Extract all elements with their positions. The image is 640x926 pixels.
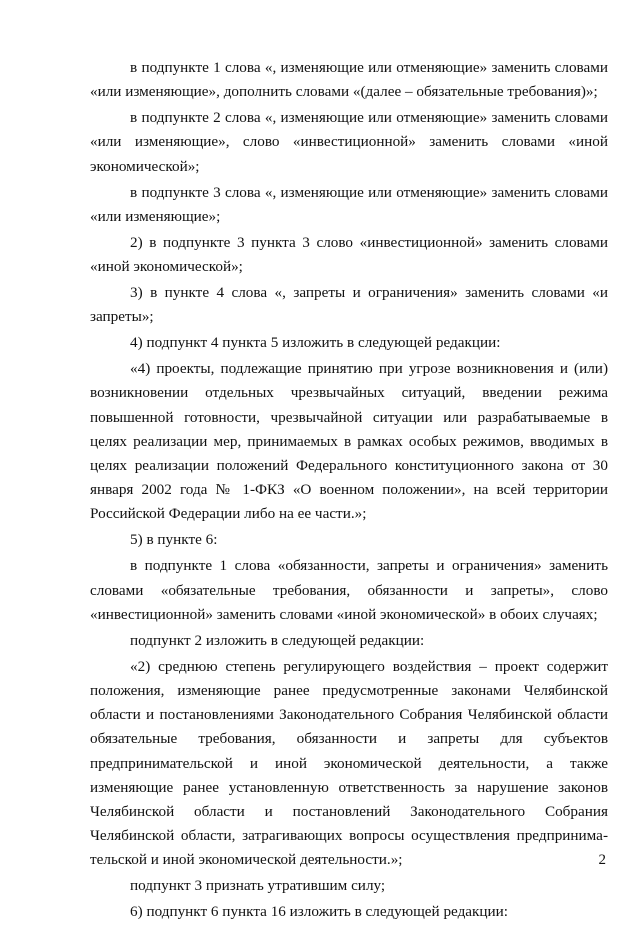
paragraph-3: в подпункте 3 слова «, изменяющие или отменяющие» заменить словами «или изменяющие»; — [90, 183, 608, 225]
paragraph-1: в подпункте 1 слова «, изменяющие или отменяющие» заменить словами «или изменяющие», дополнить словами «(далее – обязательные требования)»; — [90, 59, 608, 101]
paragraph-5: 3) в пункте 4 слова «, запреты и ограничения» заменить словами «и запреты»; — [90, 284, 608, 326]
paragraph-13: 6) подпункт 6 пункта 16 изложить в следующей редакции: — [130, 903, 509, 921]
paragraph-2: в подпункте 2 слова «, изменяющие или отменяющие» заменить словами «или изменяющие», слово «инвестиционной» заменить словами «иной экономической»; — [90, 109, 608, 175]
paragraph-8: 5) в пункте 6: — [130, 531, 218, 549]
paragraph-12: подпункт 3 признать утратившим силу; — [130, 877, 386, 895]
paragraph-9: в подпункте 1 слова «обязанности, запреты и ограничения» заменить словами «обязательные требования, обязанности и запреты», слово «инвестиционной» заменить словами «иной экономической» в обоих случаях; — [90, 557, 608, 623]
paragraph-4: 2) в подпункте 3 пункта 3 слово «инвестиционной» заменить словами «иной экономической»; — [90, 233, 608, 276]
paragraph-10: подпункт 2 изложить в следующей редакции: — [130, 631, 425, 649]
paragraph-7: «4) проекты, подлежащие принятию при угрозе возникновения и (или) возникновении отдельных чрезвычайных ситуаций, введении режима повышенной готовности, чрезвычайной ситуации или разрабатываемые в целях реализации мер, принимаемых в рамках особых режимов, вводимых в целях реализации положений Федерального конституционного закона от 30 января 2002 года № 1-ФКЗ «О военном положении», на всей территории Российской Федерации либо на ее части.»; — [90, 360, 608, 523]
paragraph-6: 4) подпункт 4 пункта 5 изложить в следующей редакции: — [130, 334, 501, 352]
paragraph-11: «2) среднюю степень регулирующего воздействия – проект содержит положения, изменяющие ранее предусмотренные законами Челябинской области и постановлениями Законодательного Собрания Челябинской области обязательные требования, обязанности и запреты для субъектов предпринимательской и иной экономической деятельности, а также изменяющие ранее установленную ответственность за нарушение законов Челябинской области и постановлений Законодательного Собрания Челябинской области, затрагивающих вопросы осуществления предпринимательской и иной экономической деятельности.»; — [90, 657, 608, 869]
page-number: 2 — [598, 852, 606, 868]
document-body — [90, 56, 608, 926]
